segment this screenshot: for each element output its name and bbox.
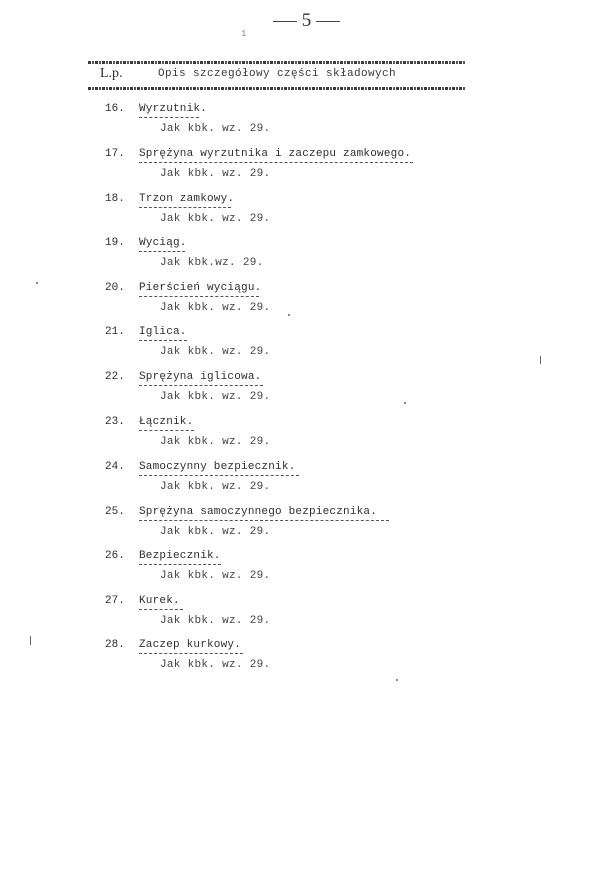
header-rule-bottom bbox=[88, 87, 465, 90]
part-number: 24. bbox=[105, 461, 125, 473]
part-name-underline bbox=[139, 385, 263, 386]
header-rule-top bbox=[88, 61, 465, 64]
part-name: Zaczep kurkowy. bbox=[139, 639, 242, 651]
part-reference: Jak kbk. wz. 29. bbox=[160, 213, 271, 225]
part-entry bbox=[0, 595, 613, 640]
part-entry bbox=[0, 506, 613, 551]
part-entry bbox=[0, 148, 613, 193]
part-number: 16. bbox=[105, 103, 125, 115]
part-name-underline bbox=[139, 207, 231, 208]
part-name-underline bbox=[139, 251, 185, 252]
part-name-underline bbox=[139, 117, 199, 118]
header-lp: L.p. bbox=[100, 66, 123, 81]
part-reference: Jak kbk. wz. 29. bbox=[160, 570, 271, 582]
part-name: Wyrzutnik. bbox=[139, 103, 208, 115]
part-number: 26. bbox=[105, 550, 125, 562]
part-number: 17. bbox=[105, 148, 125, 160]
part-name-underline bbox=[139, 296, 259, 297]
part-number: 20. bbox=[105, 282, 125, 294]
part-number: 25. bbox=[105, 506, 125, 518]
part-name: Wyciąg. bbox=[139, 237, 187, 249]
part-name-underline bbox=[139, 653, 243, 654]
part-entry bbox=[0, 416, 613, 461]
part-entry bbox=[0, 103, 613, 148]
part-entry bbox=[0, 371, 613, 416]
part-name-underline bbox=[139, 475, 299, 476]
part-name-underline bbox=[139, 564, 221, 565]
page-number bbox=[0, 10, 613, 32]
scan-speck bbox=[288, 314, 290, 316]
part-name-underline bbox=[139, 162, 413, 163]
part-name: Sprężyna wyrzutnika i zaczepu zamkowego. bbox=[139, 148, 412, 160]
part-entry bbox=[0, 639, 613, 684]
part-number: 23. bbox=[105, 416, 125, 428]
part-reference: Jak kbk. wz. 29. bbox=[160, 391, 271, 403]
part-reference: Jak kbk. wz. 29. bbox=[160, 346, 271, 358]
page-number-dash-right bbox=[316, 21, 340, 22]
part-name: Pierścień wyciągu. bbox=[139, 282, 262, 294]
part-number: 27. bbox=[105, 595, 125, 607]
part-name: Bezpiecznik. bbox=[139, 550, 221, 562]
part-name: Iglica. bbox=[139, 326, 187, 338]
part-name: Kurek. bbox=[139, 595, 180, 607]
scan-speck bbox=[36, 282, 38, 284]
part-name: Sprężyna iglicowa. bbox=[139, 371, 262, 383]
part-entry bbox=[0, 461, 613, 506]
part-name: Samoczynny bezpiecznik. bbox=[139, 461, 296, 473]
part-name: Trzon zamkowy. bbox=[139, 193, 235, 205]
part-entry bbox=[0, 237, 613, 282]
header-description: Opis szczegółowy części składowych bbox=[158, 68, 397, 80]
page-number-dash-left bbox=[273, 21, 297, 22]
scan-speck bbox=[540, 356, 541, 364]
scan-speck bbox=[396, 679, 398, 681]
part-name-underline bbox=[139, 430, 194, 431]
part-entry bbox=[0, 193, 613, 238]
part-name-underline bbox=[139, 340, 187, 341]
page-number-value: 5 bbox=[301, 10, 312, 31]
part-name-underline bbox=[139, 520, 389, 521]
scan-speck bbox=[30, 636, 31, 645]
part-reference: Jak kbk. wz. 29. bbox=[160, 526, 271, 538]
part-entry bbox=[0, 282, 613, 327]
part-entry bbox=[0, 550, 613, 595]
scan-speck bbox=[404, 402, 406, 404]
part-name: Łącznik. bbox=[139, 416, 194, 428]
part-reference: Jak kbk. wz. 29. bbox=[160, 659, 271, 671]
part-name: Sprężyna samoczynnego bezpiecznika. bbox=[139, 506, 378, 518]
part-number: 19. bbox=[105, 237, 125, 249]
part-number: 22. bbox=[105, 371, 125, 383]
part-number: 28. bbox=[105, 639, 125, 651]
part-number: 21. bbox=[105, 326, 125, 338]
part-reference: Jak kbk. wz. 29. bbox=[160, 302, 271, 314]
part-reference: Jak kbk. wz. 29. bbox=[160, 436, 271, 448]
part-reference: Jak kbk.wz. 29. bbox=[160, 257, 264, 269]
part-name-underline bbox=[139, 609, 183, 610]
part-reference: Jak kbk. wz. 29. bbox=[160, 168, 271, 180]
part-entry bbox=[0, 326, 613, 371]
part-reference: Jak kbk. wz. 29. bbox=[160, 615, 271, 627]
part-number: 18. bbox=[105, 193, 125, 205]
part-reference: Jak kbk. wz. 29. bbox=[160, 123, 271, 135]
page-sub-mark: 1 bbox=[241, 29, 247, 39]
part-reference: Jak kbk. wz. 29. bbox=[160, 481, 271, 493]
